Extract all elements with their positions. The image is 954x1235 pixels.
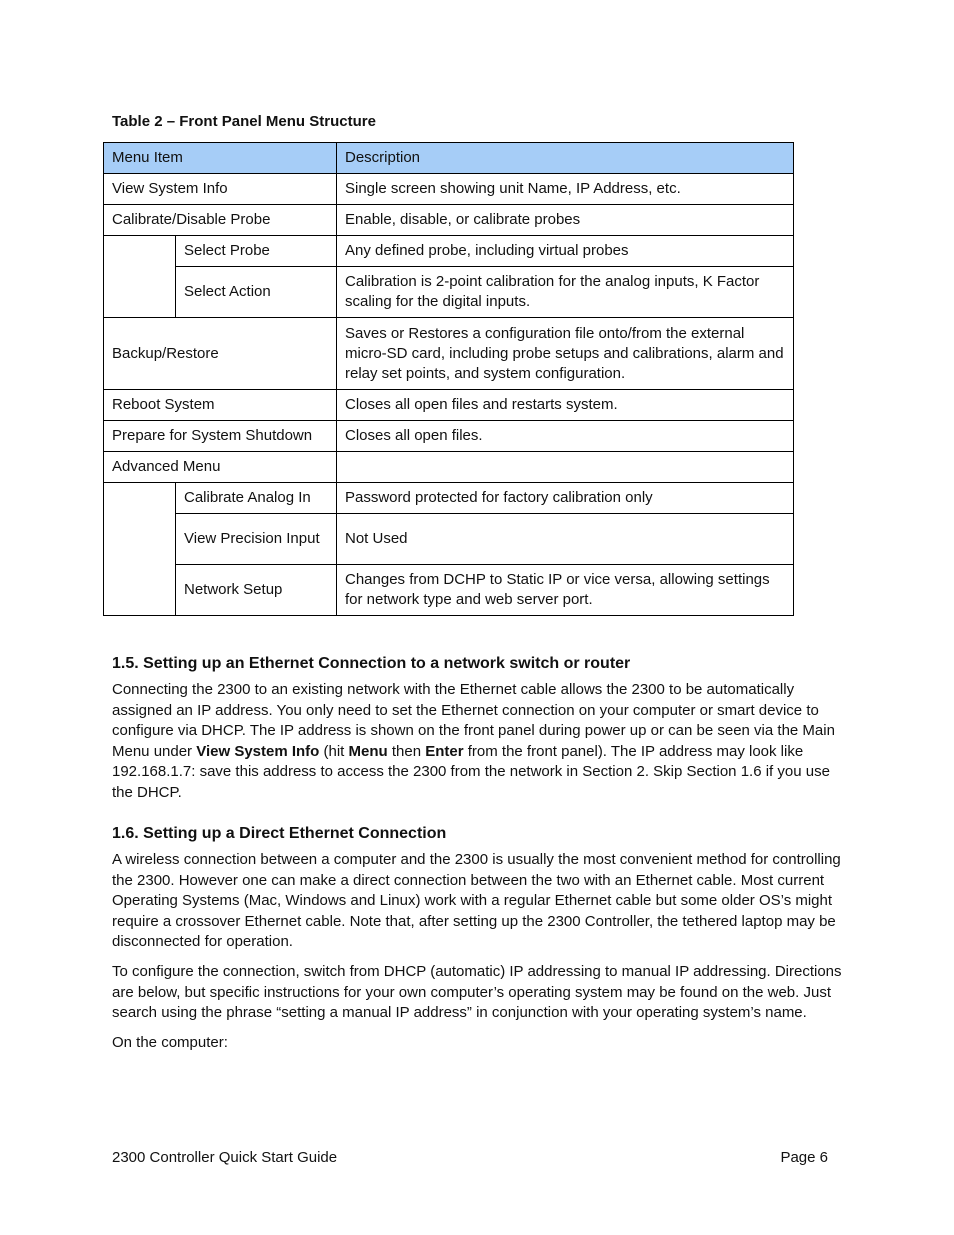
section-1-6-paragraph-2: To configure the connection, switch from DHCP (automatic) IP addressing to manual IP addressing. Directions are below, but specific instructions for your own computer’s operating system may be found on the web. Just search using the phrase “setting a manual IP address” in conjunction with your operating system’s name. (112, 962, 842, 1022)
text-run: from the front panel). The IP address may look like 192.168.1.7: save this address to access the 2300 from the network in Section 2. Skip Section 1.6 if you use the DHCP. (112, 742, 830, 801)
row-item: Reboot System (104, 390, 337, 421)
section-1-5 (112, 654, 842, 813)
table-row (104, 565, 794, 616)
indent-cell (104, 236, 176, 318)
table-caption: Table 2 – Front Panel Menu Structure (112, 113, 376, 130)
row-description: Single screen showing unit Name, IP Address, etc. (337, 174, 794, 205)
bold-term: Menu (348, 742, 388, 760)
table-header-row (104, 143, 794, 174)
table-row (104, 390, 794, 421)
row-item: View System Info (104, 174, 337, 205)
row-item: Prepare for System Shutdown (104, 421, 337, 452)
row-description: Closes all open files. (337, 421, 794, 452)
bold-term: View System Info (196, 742, 320, 760)
table-row (104, 174, 794, 205)
row-description: Calibration is 2-point calibration for the analog inputs, K Factor scaling for the digital inputs. (337, 267, 794, 318)
page-footer (112, 1149, 828, 1166)
section-1-5-paragraph (112, 680, 842, 804)
row-description: Changes from DCHP to Static IP or vice versa, allowing settings for network type and web server port. (337, 565, 794, 616)
header-description: Description (337, 143, 794, 174)
row-item: Select Probe (176, 236, 337, 267)
header-menu-item: Menu Item (104, 143, 337, 174)
row-description: Password protected for factory calibration only (337, 483, 794, 514)
text-run: (hit (319, 742, 349, 760)
section-1-5-heading: 1.5. Setting up an Ethernet Connection to a network switch or router (112, 655, 631, 672)
row-item: Advanced Menu (104, 452, 337, 483)
row-item: Select Action (176, 267, 337, 318)
row-description (337, 452, 794, 483)
section-1-6 (112, 824, 842, 1062)
row-description: Enable, disable, or calibrate probes (337, 205, 794, 236)
indent-cell (104, 483, 176, 616)
table-row (104, 318, 794, 390)
table-row (104, 514, 794, 565)
row-description: Not Used (337, 514, 794, 565)
table-row (104, 421, 794, 452)
menu-structure-table (103, 142, 794, 616)
table-row (104, 236, 794, 267)
row-item: View Precision Input (176, 514, 337, 565)
table-row (104, 483, 794, 514)
section-1-6-paragraph-1: A wireless connection between a computer and the 2300 is usually the most convenient method for controlling the 2300. However one can make a direct connection between the two with an Ethernet cable. Most current Operating Systems (Mac, Windows and Linux) work with a regular Ethernet cable but some older OS’s might require a crossover Ethernet cable. Note that, after setting up the 2300 Controller, the tethered laptop may be disconnected for operation. (112, 851, 841, 951)
row-description: Closes all open files and restarts system. (337, 390, 794, 421)
row-description: Saves or Restores a configuration file onto/from the external micro-SD card, including probe setups and calibrations, alarm and relay set points, and system configuration. (337, 318, 794, 390)
table-row (104, 452, 794, 483)
section-1-6-paragraph-3: On the computer: (112, 1033, 228, 1051)
row-item: Calibrate Analog In (176, 483, 337, 514)
section-1-6-heading: 1.6. Setting up a Direct Ethernet Connection (112, 825, 447, 842)
page-number: Page 6 (780, 1149, 828, 1166)
text-run: then (387, 742, 426, 760)
table-row (104, 205, 794, 236)
row-item: Backup/Restore (104, 318, 337, 390)
bold-term: Enter (425, 742, 464, 760)
row-item: Calibrate/Disable Probe (104, 205, 337, 236)
row-description: Any defined probe, including virtual probes (337, 236, 794, 267)
footer-title: 2300 Controller Quick Start Guide (112, 1149, 338, 1166)
row-item: Network Setup (176, 565, 337, 616)
text-run: Connecting the 2300 to an existing network with the Ethernet cable allows the 2300 to be automatically assigned an IP address. You only need to set the Ethernet connection on your computer or smart device to configure via DHCP. The IP address is shown on the front panel during power up or can be seen via the Main Menu under (112, 681, 835, 760)
table-row (104, 267, 794, 318)
